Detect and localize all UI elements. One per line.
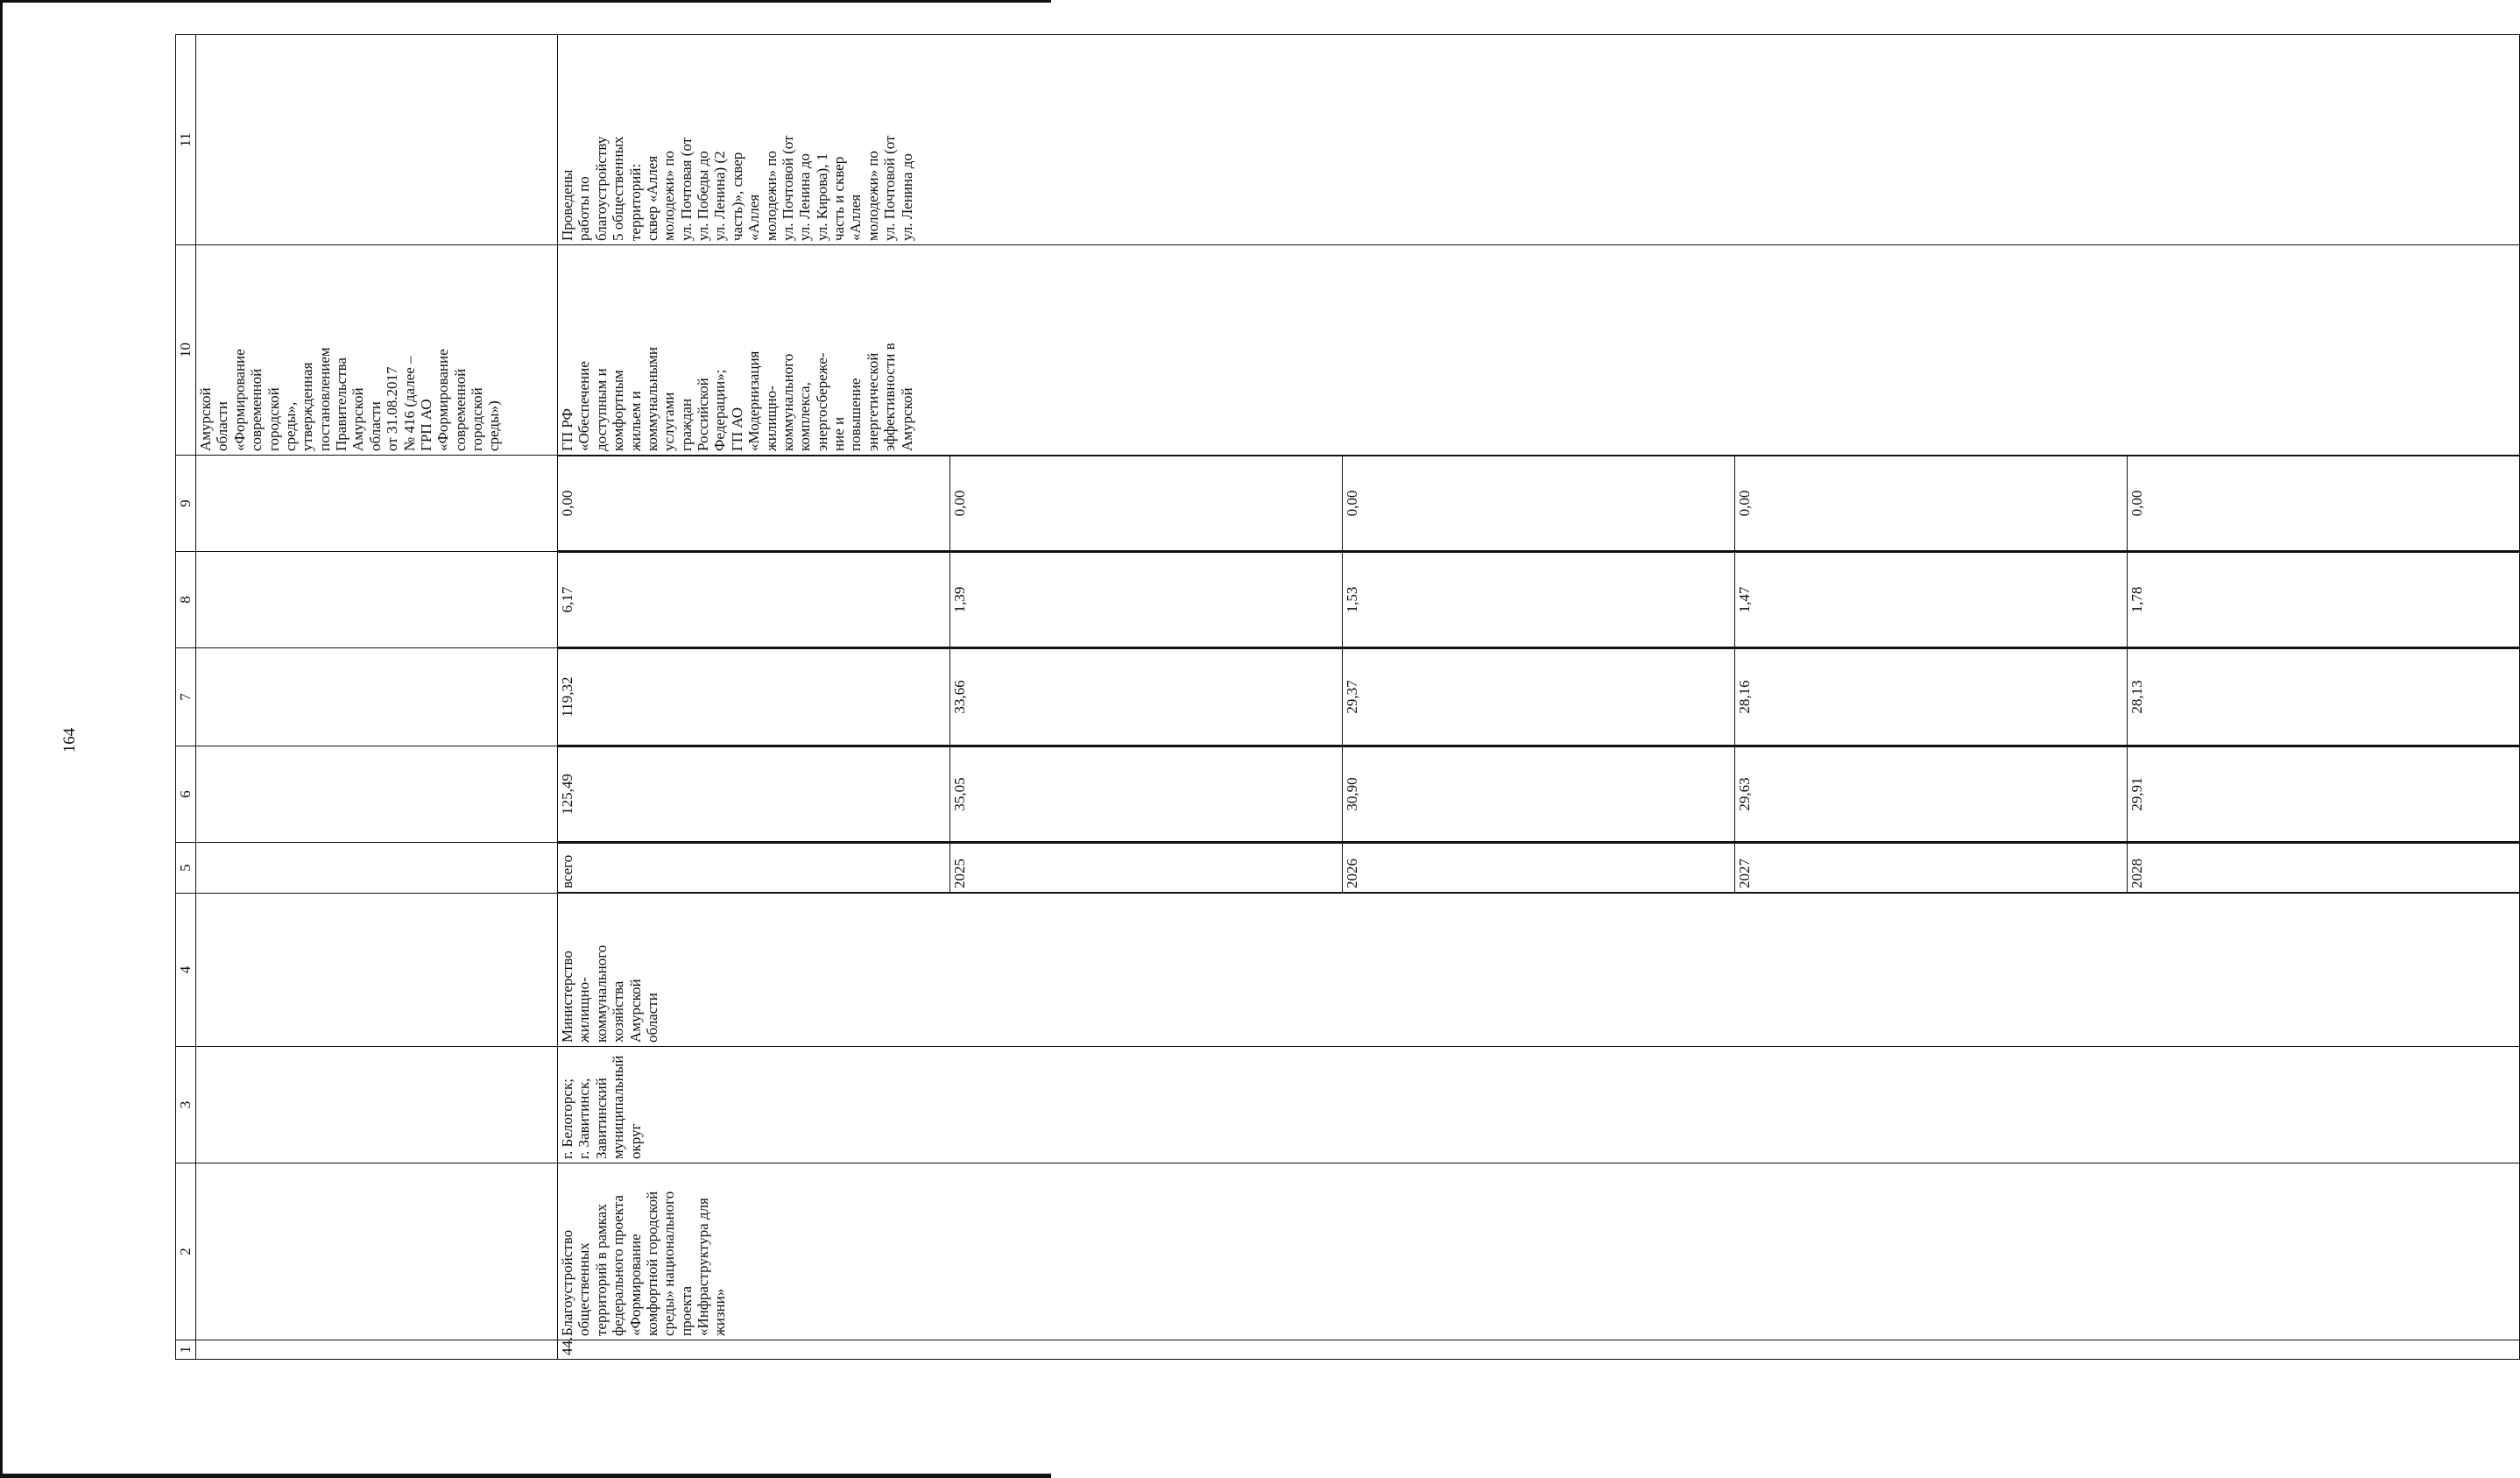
years-list bbox=[557, 843, 2519, 893]
measure-name: Благоустройство общественных территорий в рамках федерального проекта «Формирование комфортной городской среды» национального проекта «Инфраструктура для жизни» bbox=[558, 1163, 2520, 1340]
year-2025: 2025 bbox=[950, 844, 1343, 893]
col7-total: 119,32 bbox=[558, 649, 950, 746]
col6-2026: 30,90 bbox=[1343, 747, 1735, 842]
cont-col-5 bbox=[196, 843, 558, 894]
years-column bbox=[558, 843, 2520, 894]
program-reference: ГП РФ «Обеспечение доступным и комфортным жильем и коммунальными услугами граждан Российской Федерации»; ГП АО «Модернизация жилищно- коммунального комплекса, энергосбереже- ние и повышение энергетической эффективности в Амурской bbox=[558, 245, 2520, 456]
col6-values bbox=[558, 746, 2520, 843]
col9-2026: 0,00 bbox=[1343, 456, 1735, 551]
header-col-6: 6 bbox=[176, 746, 196, 843]
col8-2028: 1,78 bbox=[2128, 553, 2520, 647]
col9-2028: 0,00 bbox=[2128, 456, 2520, 551]
program-table bbox=[175, 35, 2145, 1360]
cont-col-4 bbox=[196, 894, 558, 1047]
col8-list bbox=[557, 552, 2519, 647]
cont-col-3 bbox=[196, 1047, 558, 1163]
col6-2025: 35,05 bbox=[950, 747, 1343, 842]
col6-2028: 29,91 bbox=[2128, 747, 2520, 842]
header-col-8: 8 bbox=[176, 552, 196, 648]
col9-2027: 0,00 bbox=[1735, 456, 2128, 551]
col9-values bbox=[558, 456, 2520, 552]
cont-col-9 bbox=[196, 456, 558, 552]
col7-2025: 33,66 bbox=[950, 649, 1343, 746]
table-row-44 bbox=[558, 35, 2520, 1360]
page-border-top bbox=[0, 0, 1051, 3]
col7-values bbox=[558, 648, 2520, 746]
header-col-11: 11 bbox=[176, 35, 196, 245]
col6-list bbox=[557, 746, 2519, 842]
col8-2026: 1,53 bbox=[1343, 553, 1735, 647]
header-col-3: 3 bbox=[176, 1047, 196, 1163]
col6-total: 125,49 bbox=[558, 747, 950, 842]
col9-list bbox=[557, 456, 2519, 551]
year-2028: 2028 bbox=[2128, 844, 2520, 893]
col8-2025: 1,39 bbox=[950, 553, 1343, 647]
col7-2028: 28,13 bbox=[2128, 649, 2520, 746]
year-2027: 2027 bbox=[1735, 844, 2128, 893]
cont-col-8 bbox=[196, 552, 558, 648]
measures-table bbox=[175, 34, 2520, 1360]
col9-2025: 0,00 bbox=[950, 456, 1343, 551]
header-col-7: 7 bbox=[176, 648, 196, 746]
col8-2027: 1,47 bbox=[1735, 553, 2128, 647]
header-col-4: 4 bbox=[176, 894, 196, 1047]
header-col-10: 10 bbox=[176, 245, 196, 456]
responsible-executor: Министерство жилищно- коммунального хозяйства Амурской области bbox=[558, 894, 2520, 1047]
year-2026: 2026 bbox=[1343, 844, 1735, 893]
cont-col-1 bbox=[196, 1340, 558, 1360]
cont-col-6 bbox=[196, 746, 558, 843]
cont-program-text: Амурской области «Формирование современной городской среды», утвержденная постановлением Правительства Амурской области от 31.08.2017 № 416 (далее – ГРП АО «Формирование современной городской среды») bbox=[196, 245, 558, 456]
col7-2027: 28,16 bbox=[1735, 649, 2128, 746]
header-col-9: 9 bbox=[176, 456, 196, 552]
header-col-2: 2 bbox=[176, 1163, 196, 1340]
expected-result: Проведены работы по благоустройству 5 общественных территорий: сквер «Аллея молодежи» по ул. Почтовая (от ул. Победы до ул. Ленина) (2 часть)», сквер «Аллея молодежи» по ул. Почтовой (от ул. Ленина до ул. Кирова), 1 часть и сквер «Аллея молодежи» по ул. Почтовой (от ул. Ленина до bbox=[558, 35, 2520, 245]
col8-total: 6,17 bbox=[558, 553, 950, 647]
cont-col-2 bbox=[196, 1163, 558, 1340]
col8-values bbox=[558, 552, 2520, 648]
col7-2026: 29,37 bbox=[1343, 649, 1735, 746]
page-number: 164 bbox=[60, 727, 79, 753]
cont-col-7 bbox=[196, 648, 558, 746]
col6-2027: 29,63 bbox=[1735, 747, 2128, 842]
page-border-bottom bbox=[0, 1474, 1051, 1478]
page-border-left bbox=[0, 0, 3, 1478]
header-col-5: 5 bbox=[176, 843, 196, 894]
header-row bbox=[176, 35, 196, 1360]
measure-location: г. Белогорск; г. Завитинск, Завитинский муниципальный округ bbox=[558, 1047, 2520, 1163]
continuation-row bbox=[196, 35, 558, 1360]
cont-col-11 bbox=[196, 35, 558, 245]
col7-list bbox=[557, 648, 2519, 746]
header-col-1: 1 bbox=[176, 1340, 196, 1360]
row-number: 44. bbox=[558, 1340, 2520, 1360]
year-total: всего bbox=[558, 844, 950, 893]
col9-total: 0,00 bbox=[558, 456, 950, 551]
